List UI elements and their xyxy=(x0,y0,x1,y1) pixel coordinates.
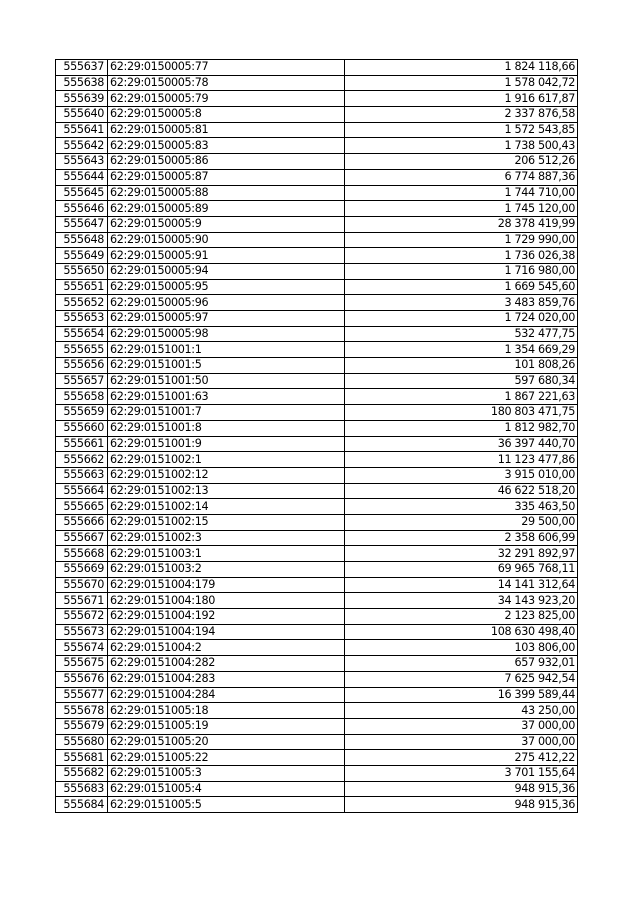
cadastral-number-cell: 62:29:0150005:90 xyxy=(108,232,345,248)
table-row xyxy=(56,718,578,734)
cadastral-value-cell: 1 354 669,29 xyxy=(345,342,578,358)
table-row xyxy=(56,169,578,185)
cadastral-number-cell: 62:29:0151004:180 xyxy=(108,593,345,609)
cadastral-value-cell: 34 143 923,20 xyxy=(345,593,578,609)
cadastral-number-cell: 62:29:0150005:8 xyxy=(108,107,345,123)
row-number-cell: 555641 xyxy=(56,122,108,138)
cadastral-number-cell: 62:29:0151004:179 xyxy=(108,577,345,593)
cadastral-number-cell: 62:29:0150005:77 xyxy=(108,60,345,76)
cadastral-number-cell: 62:29:0151002:12 xyxy=(108,467,345,483)
cadastral-number-cell: 62:29:0150005:97 xyxy=(108,311,345,327)
table-row xyxy=(56,311,578,327)
table-row xyxy=(56,765,578,781)
table-row xyxy=(56,263,578,279)
cadastral-number-cell: 62:29:0151001:5 xyxy=(108,358,345,374)
cadastral-value-cell: 335 463,50 xyxy=(345,499,578,515)
row-number-cell: 555658 xyxy=(56,389,108,405)
table-row xyxy=(56,326,578,342)
cadastral-value-cell: 3 701 155,64 xyxy=(345,765,578,781)
row-number-cell: 555655 xyxy=(56,342,108,358)
cadastral-value-cell: 1 738 500,43 xyxy=(345,138,578,154)
table-row xyxy=(56,593,578,609)
cadastral-value-table xyxy=(55,59,578,813)
cadastral-value-cell: 2 123 825,00 xyxy=(345,609,578,625)
row-number-cell: 555684 xyxy=(56,797,108,813)
cadastral-value-cell: 180 803 471,75 xyxy=(345,405,578,421)
table-row xyxy=(56,420,578,436)
cadastral-number-cell: 62:29:0151004:283 xyxy=(108,671,345,687)
row-number-cell: 555646 xyxy=(56,201,108,217)
row-number-cell: 555647 xyxy=(56,216,108,232)
table-row xyxy=(56,91,578,107)
cadastral-number-cell: 62:29:0151004:194 xyxy=(108,624,345,640)
cadastral-value-cell: 16 399 589,44 xyxy=(345,687,578,703)
table-row xyxy=(56,514,578,530)
row-number-cell: 555673 xyxy=(56,624,108,640)
cadastral-number-cell: 62:29:0151005:18 xyxy=(108,703,345,719)
cadastral-number-cell: 62:29:0151005:22 xyxy=(108,750,345,766)
cadastral-value-cell: 1 572 543,85 xyxy=(345,122,578,138)
table-row xyxy=(56,232,578,248)
cadastral-number-cell: 62:29:0151005:20 xyxy=(108,734,345,750)
cadastral-number-cell: 62:29:0151005:4 xyxy=(108,781,345,797)
row-number-cell: 555643 xyxy=(56,154,108,170)
row-number-cell: 555639 xyxy=(56,91,108,107)
row-number-cell: 555648 xyxy=(56,232,108,248)
table-row xyxy=(56,60,578,76)
row-number-cell: 555650 xyxy=(56,263,108,279)
table-row xyxy=(56,248,578,264)
cadastral-value-cell: 1 744 710,00 xyxy=(345,185,578,201)
cadastral-value-cell: 2 337 876,58 xyxy=(345,107,578,123)
row-number-cell: 555654 xyxy=(56,326,108,342)
table-row xyxy=(56,279,578,295)
table-row xyxy=(56,154,578,170)
cadastral-value-cell: 2 358 606,99 xyxy=(345,530,578,546)
table-row xyxy=(56,436,578,452)
cadastral-number-cell: 62:29:0150005:83 xyxy=(108,138,345,154)
row-number-cell: 555659 xyxy=(56,405,108,421)
cadastral-value-cell: 6 774 887,36 xyxy=(345,169,578,185)
table-row xyxy=(56,75,578,91)
cadastral-number-cell: 62:29:0151001:7 xyxy=(108,405,345,421)
cadastral-number-cell: 62:29:0150005:96 xyxy=(108,295,345,311)
table-row xyxy=(56,185,578,201)
row-number-cell: 555677 xyxy=(56,687,108,703)
row-number-cell: 555665 xyxy=(56,499,108,515)
cadastral-value-cell: 11 123 477,86 xyxy=(345,452,578,468)
cadastral-value-cell: 29 500,00 xyxy=(345,514,578,530)
cadastral-value-cell: 1 724 020,00 xyxy=(345,311,578,327)
row-number-cell: 555672 xyxy=(56,609,108,625)
row-number-cell: 555638 xyxy=(56,75,108,91)
cadastral-value-cell: 3 483 859,76 xyxy=(345,295,578,311)
row-number-cell: 555679 xyxy=(56,718,108,734)
table-row xyxy=(56,295,578,311)
cadastral-number-cell: 62:29:0151004:2 xyxy=(108,640,345,656)
cadastral-value-cell: 532 477,75 xyxy=(345,326,578,342)
table-row xyxy=(56,467,578,483)
row-number-cell: 555681 xyxy=(56,750,108,766)
table-row xyxy=(56,452,578,468)
cadastral-value-cell: 28 378 419,99 xyxy=(345,216,578,232)
cadastral-value-cell: 948 915,36 xyxy=(345,781,578,797)
cadastral-number-cell: 62:29:0150005:95 xyxy=(108,279,345,295)
cadastral-number-cell: 62:29:0151002:1 xyxy=(108,452,345,468)
cadastral-number-cell: 62:29:0151004:282 xyxy=(108,656,345,672)
cadastral-number-cell: 62:29:0151001:63 xyxy=(108,389,345,405)
table-body xyxy=(56,60,578,813)
table-row xyxy=(56,373,578,389)
row-number-cell: 555661 xyxy=(56,436,108,452)
table-row xyxy=(56,122,578,138)
cadastral-number-cell: 62:29:0151001:50 xyxy=(108,373,345,389)
table-row xyxy=(56,671,578,687)
cadastral-number-cell: 62:29:0151002:14 xyxy=(108,499,345,515)
table-row xyxy=(56,483,578,499)
cadastral-number-cell: 62:29:0150005:78 xyxy=(108,75,345,91)
cadastral-value-cell: 14 141 312,64 xyxy=(345,577,578,593)
cadastral-value-cell: 37 000,00 xyxy=(345,718,578,734)
table-row xyxy=(56,609,578,625)
cadastral-number-cell: 62:29:0150005:79 xyxy=(108,91,345,107)
cadastral-value-cell: 108 630 498,40 xyxy=(345,624,578,640)
cadastral-number-cell: 62:29:0150005:98 xyxy=(108,326,345,342)
row-number-cell: 555652 xyxy=(56,295,108,311)
cadastral-number-cell: 62:29:0151002:15 xyxy=(108,514,345,530)
cadastral-number-cell: 62:29:0151002:3 xyxy=(108,530,345,546)
cadastral-value-cell: 1 824 118,66 xyxy=(345,60,578,76)
table-row xyxy=(56,577,578,593)
cadastral-value-cell: 1 729 990,00 xyxy=(345,232,578,248)
row-number-cell: 555651 xyxy=(56,279,108,295)
cadastral-value-cell: 101 808,26 xyxy=(345,358,578,374)
table-row xyxy=(56,405,578,421)
cadastral-number-cell: 62:29:0151002:13 xyxy=(108,483,345,499)
cadastral-number-cell: 62:29:0150005:91 xyxy=(108,248,345,264)
row-number-cell: 555678 xyxy=(56,703,108,719)
cadastral-value-cell: 948 915,36 xyxy=(345,797,578,813)
row-number-cell: 555657 xyxy=(56,373,108,389)
cadastral-value-cell: 46 622 518,20 xyxy=(345,483,578,499)
table-row xyxy=(56,750,578,766)
cadastral-number-cell: 62:29:0150005:89 xyxy=(108,201,345,217)
row-number-cell: 555664 xyxy=(56,483,108,499)
table-row xyxy=(56,358,578,374)
table-row xyxy=(56,781,578,797)
row-number-cell: 555649 xyxy=(56,248,108,264)
cadastral-number-cell: 62:29:0151005:19 xyxy=(108,718,345,734)
cadastral-value-cell: 37 000,00 xyxy=(345,734,578,750)
table-row xyxy=(56,640,578,656)
table-row xyxy=(56,797,578,813)
cadastral-value-cell: 43 250,00 xyxy=(345,703,578,719)
table-row xyxy=(56,624,578,640)
cadastral-number-cell: 62:29:0151005:5 xyxy=(108,797,345,813)
row-number-cell: 555669 xyxy=(56,562,108,578)
cadastral-number-cell: 62:29:0151005:3 xyxy=(108,765,345,781)
cadastral-number-cell: 62:29:0151001:1 xyxy=(108,342,345,358)
row-number-cell: 555644 xyxy=(56,169,108,185)
row-number-cell: 555640 xyxy=(56,107,108,123)
cadastral-number-cell: 62:29:0150005:88 xyxy=(108,185,345,201)
cadastral-number-cell: 62:29:0151003:2 xyxy=(108,562,345,578)
cadastral-value-cell: 1 578 042,72 xyxy=(345,75,578,91)
cadastral-number-cell: 62:29:0151001:8 xyxy=(108,420,345,436)
table-row xyxy=(56,734,578,750)
row-number-cell: 555676 xyxy=(56,671,108,687)
table-row xyxy=(56,216,578,232)
cadastral-value-cell: 36 397 440,70 xyxy=(345,436,578,452)
cadastral-number-cell: 62:29:0151004:284 xyxy=(108,687,345,703)
row-number-cell: 555653 xyxy=(56,311,108,327)
table-row xyxy=(56,656,578,672)
cadastral-value-cell: 69 965 768,11 xyxy=(345,562,578,578)
cadastral-value-cell: 1 916 617,87 xyxy=(345,91,578,107)
cadastral-value-cell: 275 412,22 xyxy=(345,750,578,766)
row-number-cell: 555671 xyxy=(56,593,108,609)
table-row xyxy=(56,530,578,546)
row-number-cell: 555670 xyxy=(56,577,108,593)
table-row xyxy=(56,499,578,515)
row-number-cell: 555660 xyxy=(56,420,108,436)
row-number-cell: 555680 xyxy=(56,734,108,750)
row-number-cell: 555663 xyxy=(56,467,108,483)
table-row xyxy=(56,546,578,562)
table-row xyxy=(56,703,578,719)
cadastral-value-cell: 1 745 120,00 xyxy=(345,201,578,217)
cadastral-number-cell: 62:29:0150005:94 xyxy=(108,263,345,279)
cadastral-value-cell: 32 291 892,97 xyxy=(345,546,578,562)
table-row xyxy=(56,138,578,154)
row-number-cell: 555637 xyxy=(56,60,108,76)
table-row xyxy=(56,201,578,217)
cadastral-value-cell: 1 669 545,60 xyxy=(345,279,578,295)
row-number-cell: 555662 xyxy=(56,452,108,468)
row-number-cell: 555642 xyxy=(56,138,108,154)
cadastral-value-cell: 103 806,00 xyxy=(345,640,578,656)
cadastral-number-cell: 62:29:0151001:9 xyxy=(108,436,345,452)
row-number-cell: 555683 xyxy=(56,781,108,797)
table-row xyxy=(56,342,578,358)
cadastral-number-cell: 62:29:0150005:81 xyxy=(108,122,345,138)
row-number-cell: 555682 xyxy=(56,765,108,781)
row-number-cell: 555668 xyxy=(56,546,108,562)
table-row xyxy=(56,389,578,405)
cadastral-value-cell: 657 932,01 xyxy=(345,656,578,672)
cadastral-number-cell: 62:29:0150005:86 xyxy=(108,154,345,170)
cadastral-number-cell: 62:29:0150005:87 xyxy=(108,169,345,185)
table-row xyxy=(56,562,578,578)
cadastral-value-cell: 1 716 980,00 xyxy=(345,263,578,279)
cadastral-value-cell: 1 812 982,70 xyxy=(345,420,578,436)
cadastral-value-cell: 597 680,34 xyxy=(345,373,578,389)
cadastral-number-cell: 62:29:0150005:9 xyxy=(108,216,345,232)
cadastral-value-cell: 7 625 942,54 xyxy=(345,671,578,687)
cadastral-number-cell: 62:29:0151003:1 xyxy=(108,546,345,562)
cadastral-value-cell: 206 512,26 xyxy=(345,154,578,170)
row-number-cell: 555656 xyxy=(56,358,108,374)
row-number-cell: 555675 xyxy=(56,656,108,672)
row-number-cell: 555674 xyxy=(56,640,108,656)
cadastral-value-cell: 1 867 221,63 xyxy=(345,389,578,405)
row-number-cell: 555645 xyxy=(56,185,108,201)
table-row xyxy=(56,107,578,123)
row-number-cell: 555666 xyxy=(56,514,108,530)
row-number-cell: 555667 xyxy=(56,530,108,546)
cadastral-value-cell: 1 736 026,38 xyxy=(345,248,578,264)
cadastral-number-cell: 62:29:0151004:192 xyxy=(108,609,345,625)
cadastral-value-cell: 3 915 010,00 xyxy=(345,467,578,483)
table-row xyxy=(56,687,578,703)
